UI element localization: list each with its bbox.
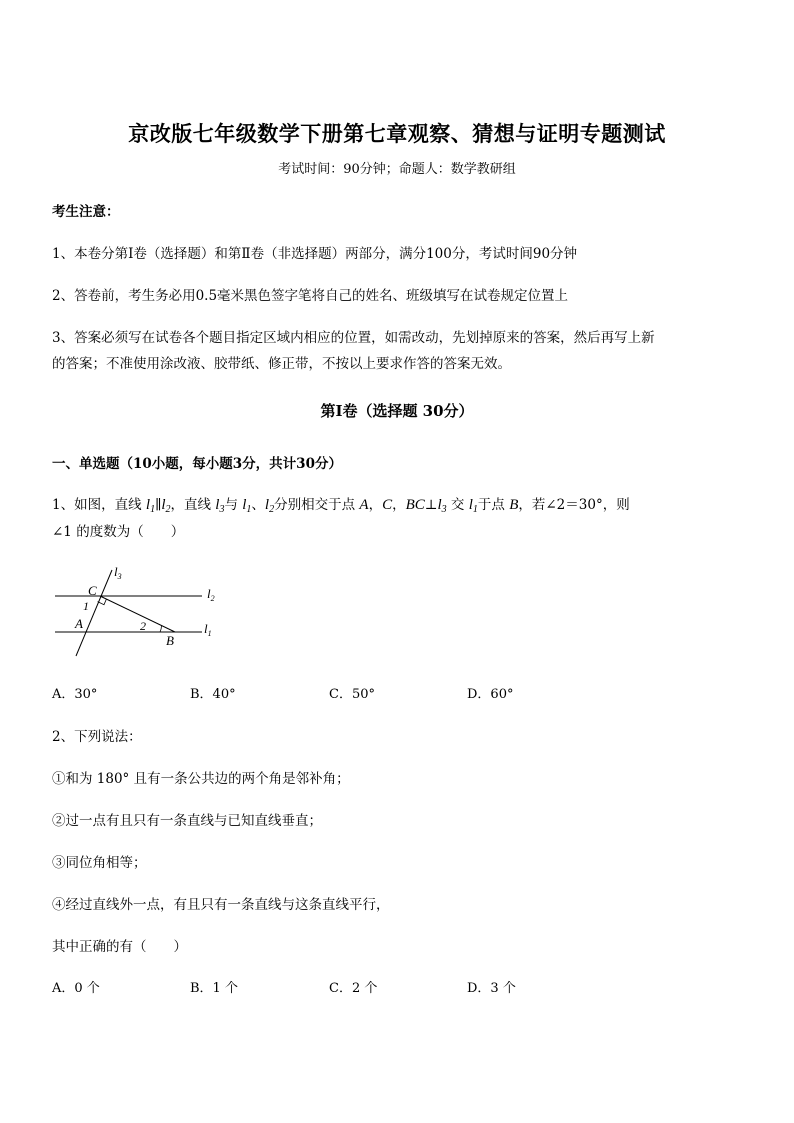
q2-question: 其中正确的有（ ） [52, 939, 187, 955]
label-l3: $l_3$ [114, 564, 122, 581]
notice-heading: 考生注意： [52, 204, 120, 220]
q1-option-b[interactable]: B．40° [190, 687, 236, 702]
notice-item-3-line-2: 的答案；不准使用涂改液、胶带纸、修正带，不按以上要求作答的答案无效。 [52, 356, 511, 372]
question-1-stem-line-2: ∠1 的度数为（ ） [52, 524, 185, 540]
q2-option-d[interactable]: D．3 个 [467, 981, 516, 996]
q2-option-a[interactable]: A．0 个 [52, 981, 100, 996]
page-title: 京改版七年级数学下册第七章观察、猜想与证明专题测试 [128, 121, 666, 146]
label-a: A [75, 616, 83, 631]
label-b: B [166, 633, 174, 648]
question-1-figure [50, 560, 240, 665]
notice-item-2: 2、答卷前，考生务必用0.5毫米黑色签字笔将自己的姓名、班级填写在试卷规定位置上 [52, 288, 569, 304]
section-title: 第Ⅰ卷（选择题 30分） [320, 402, 474, 420]
q1-option-d[interactable]: D．60° [467, 687, 514, 702]
label-l1: $l_1$ [204, 621, 212, 638]
question-1-stem: 1、如图，直线 $l_1\parallel l_2$，直线 $l_3$与 $l_1$、$l_2$分别相交于点 A，C，$BC\perp l_3$ 交 $l_1$于点 B，若∠2＝30°，则 [52, 497, 630, 515]
q2-option-b[interactable]: B．1 个 [190, 981, 238, 996]
q2-statement-2: ②过一点有且只有一条直线与已知直线垂直； [52, 813, 322, 829]
q2-statement-4: ④经过直线外一点，有且只有一条直线与这条直线平行， [52, 897, 390, 913]
notice-item-1: 1、本卷分第Ⅰ卷（选择题）和第Ⅱ卷（非选择题）两部分，满分100分，考试时间90分钟 [52, 246, 578, 262]
right-angle-mark [98, 599, 107, 605]
q2-option-c[interactable]: C．2 个 [329, 981, 378, 996]
q1-option-a[interactable]: A．30° [52, 687, 98, 702]
segment-bc [100, 596, 175, 632]
exam-info: 考试时间：90分钟；命题人：数学教研组 [278, 162, 516, 177]
q2-statement-3: ③同位角相等； [52, 855, 147, 871]
part-heading: 一、单选题（10小题，每小题3分，共计30分） [52, 456, 342, 472]
label-angle-1: 1 [83, 599, 89, 613]
q2-statement-1: ①和为 180° 且有一条公共边的两个角是邻补角； [52, 771, 350, 787]
q1-option-c[interactable]: C．50° [329, 687, 375, 702]
label-l2: $l_2$ [207, 586, 215, 603]
question-2-stem: 2、下列说法： [52, 729, 142, 745]
angle-2-arc [160, 626, 162, 632]
label-c: C [88, 583, 97, 598]
label-angle-2: 2 [140, 619, 146, 633]
notice-item-3-line-1: 3、答案必须写在试卷各个题目指定区域内相应的位置，如需改动，先划掉原来的答案，然后再写上新 [52, 330, 655, 346]
